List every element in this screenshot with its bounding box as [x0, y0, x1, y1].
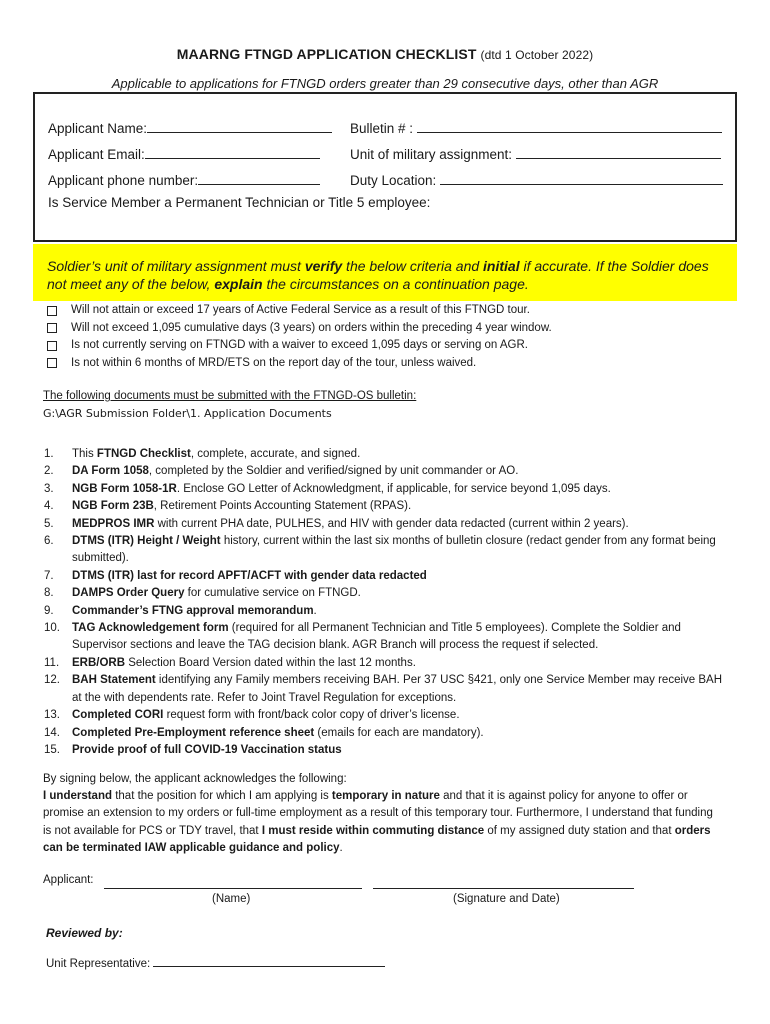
banner-explain: explain [214, 276, 263, 292]
checkbox[interactable] [47, 323, 57, 333]
unit-assignment-label: Unit of military assignment: [350, 147, 513, 162]
checkbox[interactable] [47, 306, 57, 316]
list-item [44, 463, 724, 480]
duty-location-field[interactable] [350, 172, 723, 188]
item-rest: , complete, accurate, and signed. [190, 448, 361, 460]
list-number: 13. [44, 709, 60, 722]
list-number: 8. [44, 587, 54, 600]
item-rest: (required for all Permanent Technician and Title 5 employees). Complete the Soldier and Supervisor sections and leave the TAG decision blank. AGR Branch will process the request if selected. [72, 622, 681, 652]
criteria-text: Is not currently serving on FTNGD with a waiver to exceed 1,095 days or serving on AGR. [71, 339, 529, 351]
checkbox[interactable] [47, 341, 57, 351]
ack-text-4: . [339, 841, 343, 854]
item-rest: request form with front/back color copy of driver’s license. [163, 709, 460, 722]
banner-text-3: if accurate. If the Soldier does not meet any of the below, [47, 258, 709, 292]
documents-list [44, 446, 724, 759]
applicant-name-field[interactable] [48, 120, 332, 136]
item-rest: Selection Board Version dated within the last 12 months. [125, 656, 416, 669]
duty-location-line[interactable] [440, 172, 723, 185]
list-text [72, 481, 724, 498]
list-text [72, 498, 724, 515]
banner-text-1: Soldier’s unit of military assignment must [47, 258, 305, 274]
criteria-text: Is not within 6 months of MRD/ETS on the report day of the tour, unless waived. [71, 356, 477, 369]
item-bold: NGB Form 1058-1R [72, 482, 177, 495]
list-item [44, 672, 724, 707]
list-number: 9. [44, 604, 54, 617]
list-number: 6. [44, 535, 54, 548]
list-number: 2. [44, 465, 54, 478]
applicant-name-signature-line[interactable] [104, 888, 362, 889]
unit-assignment-line[interactable] [516, 146, 721, 159]
bulletin-line[interactable] [417, 120, 722, 133]
acknowledgement-body [43, 788, 723, 857]
list-item [44, 725, 724, 742]
documents-path: G:\AGR Submission Folder\1. Application Documents [43, 407, 332, 420]
item-bold: TAG Acknowledgement form [72, 622, 229, 635]
list-text [72, 533, 724, 568]
list-number: 3. [44, 482, 54, 495]
item-bold: DA Form 1058 [72, 465, 149, 478]
list-text [72, 516, 724, 533]
ack-bold-1: I understand [43, 790, 113, 803]
duty-location-label: Duty Location: [350, 173, 437, 188]
item-rest: identifying any Family members receiving BAH. Per 37 USC §421, only one Service Member may receive BAH at the with dependents rate. Refer to Joint Travel Regulation for exceptions. [72, 674, 723, 704]
item-bold: MEDPROS IMR [72, 517, 155, 530]
acknowledgement-intro: By signing below, the applicant acknowledges the following: [43, 773, 347, 785]
ack-bold-4: orders can be terminated IAW applicable guidance and policy [43, 824, 711, 854]
banner-verify: verify [304, 258, 343, 274]
name-caption: (Name) [212, 893, 251, 905]
item-bold: NGB Form 23B [72, 500, 154, 513]
banner-initial: initial [483, 258, 520, 274]
item-rest: (emails for each are mandatory). [314, 726, 484, 739]
item-bold: ERB/ORB [72, 656, 126, 669]
item-rest: , completed by the Soldier and verified/signed by unit commander or AO. [148, 465, 519, 478]
verification-banner [33, 244, 737, 301]
ack-bold-2: temporary in nature [331, 790, 440, 803]
criteria-checklist [47, 302, 552, 372]
list-item [44, 603, 724, 620]
item-bold: Commander’s FTNG approval memorandum [72, 604, 314, 617]
list-text [72, 707, 724, 724]
list-item [44, 498, 724, 515]
item-rest: . [313, 604, 317, 617]
list-item [44, 585, 724, 602]
list-number: 14. [44, 726, 60, 739]
item-rest: history, current within the last six months of bulletin closure (redact gender from any format being submitted). [72, 535, 716, 565]
item-bold: DTMS (ITR) last for record APFT/ACFT with gender data redacted [72, 569, 427, 582]
applicant-signature-date-line[interactable] [373, 888, 634, 889]
list-item [44, 568, 724, 585]
applicant-name-line[interactable] [147, 120, 332, 133]
list-number: 7. [44, 569, 54, 582]
criteria-item [47, 355, 552, 373]
item-bold: BAH Statement [72, 674, 156, 687]
page-title [0, 46, 770, 62]
list-item [44, 446, 724, 463]
item-rest: , Retirement Points Accounting Statement (RPAS). [153, 500, 412, 513]
page-subtitle: Applicable to applications for FTNGD orders greater than 29 consecutive days, other than AGR [111, 76, 659, 91]
list-number: 4. [44, 500, 54, 513]
title-date: (dtd 1 October 2022) [480, 48, 594, 62]
banner-text-4: the circumstances on a continuation page. [262, 276, 529, 292]
list-number: 11. [44, 656, 60, 669]
checkbox[interactable] [47, 358, 57, 368]
applicant-email-label: Applicant Email: [48, 147, 145, 162]
applicant-phone-line[interactable] [198, 172, 320, 185]
list-item [44, 481, 724, 498]
applicant-phone-field[interactable] [48, 172, 320, 188]
applicant-signature-label: Applicant: [43, 874, 94, 886]
reviewed-by-label: Reviewed by: [46, 926, 123, 940]
documents-heading: The following documents must be submitted with the FTNGD-OS bulletin: [43, 390, 417, 402]
list-number: 5. [44, 517, 54, 530]
list-item [44, 533, 724, 568]
item-prefix: This [72, 448, 97, 460]
item-bold: DAMPS Order Query [72, 587, 185, 600]
applicant-phone-label: Applicant phone number: [48, 173, 199, 188]
criteria-text: Will not exceed 1,095 cumulative days (3 years) on orders within the preceding 4 year window. [71, 321, 552, 334]
unit-representative-line[interactable] [153, 956, 385, 967]
list-text [72, 742, 724, 759]
item-rest: . Enclose GO Letter of Acknowledgment, if applicable, for service beyond 1,095 days. [176, 482, 611, 495]
bulletin-label: Bulletin # : [350, 121, 414, 136]
applicant-email-line[interactable] [145, 146, 320, 159]
list-text [72, 568, 724, 585]
list-number: 12. [44, 674, 60, 687]
list-text [72, 603, 724, 620]
applicant-info-box [33, 92, 737, 242]
criteria-item [47, 302, 552, 320]
unit-representative-field[interactable] [46, 956, 385, 970]
list-number: 1. [44, 448, 54, 460]
bulletin-field[interactable] [350, 120, 722, 136]
applicant-email-field[interactable] [48, 146, 320, 162]
list-item [44, 620, 724, 655]
banner-text-2: the below criteria and [342, 258, 484, 274]
list-text [72, 463, 724, 480]
list-item [44, 707, 724, 724]
list-text [72, 655, 724, 672]
list-text [72, 585, 724, 602]
criteria-item [47, 337, 552, 355]
title-text: MAARNG FTNGD APPLICATION CHECKLIST [176, 46, 477, 62]
item-bold: FTNGD Checklist [96, 448, 191, 460]
list-number: 10. [44, 622, 60, 635]
signature-caption: (Signature and Date) [453, 893, 560, 905]
technician-question: Is Service Member a Permanent Technician or Title 5 employee: [48, 195, 431, 210]
criteria-text: Will not attain or exceed 17 years of Active Federal Service as a result of this FTNGD tour. [71, 304, 530, 316]
list-text [72, 446, 724, 463]
item-bold: DTMS (ITR) Height / Weight [72, 535, 221, 548]
unit-assignment-field[interactable] [350, 146, 721, 162]
criteria-item [47, 320, 552, 338]
ack-text-3: of my assigned duty station and that [484, 824, 675, 837]
item-rest: for cumulative service on FTNGD. [184, 587, 361, 600]
ack-bold-3: I must reside within commuting distance [261, 824, 485, 837]
applicant-name-label: Applicant Name: [48, 121, 148, 136]
list-item [44, 655, 724, 672]
item-rest: with current PHA date, PULHES, and HIV with gender data redacted (current within 2 years). [154, 517, 629, 530]
list-text [72, 725, 724, 742]
item-bold: Provide proof of full COVID-19 Vaccination status [72, 743, 342, 756]
acknowledgement [43, 771, 723, 857]
unit-representative-label: Unit Representative: [46, 958, 151, 970]
ack-text-2: and that it is against policy for anyone to offer or promise an extension to my orders or full-time employment as a result of this temporary tour. Furthermore, I understand that funding is not available for PCS or TDY travel, that [43, 790, 713, 837]
ack-text-1: that the position for which I am applying is [112, 790, 332, 803]
list-number: 15. [44, 743, 60, 756]
list-item [44, 742, 724, 759]
item-bold: Completed CORI [72, 709, 164, 722]
list-item [44, 516, 724, 533]
list-text [72, 620, 724, 655]
list-text [72, 672, 724, 707]
item-bold: Completed Pre-Employment reference sheet [72, 726, 315, 739]
